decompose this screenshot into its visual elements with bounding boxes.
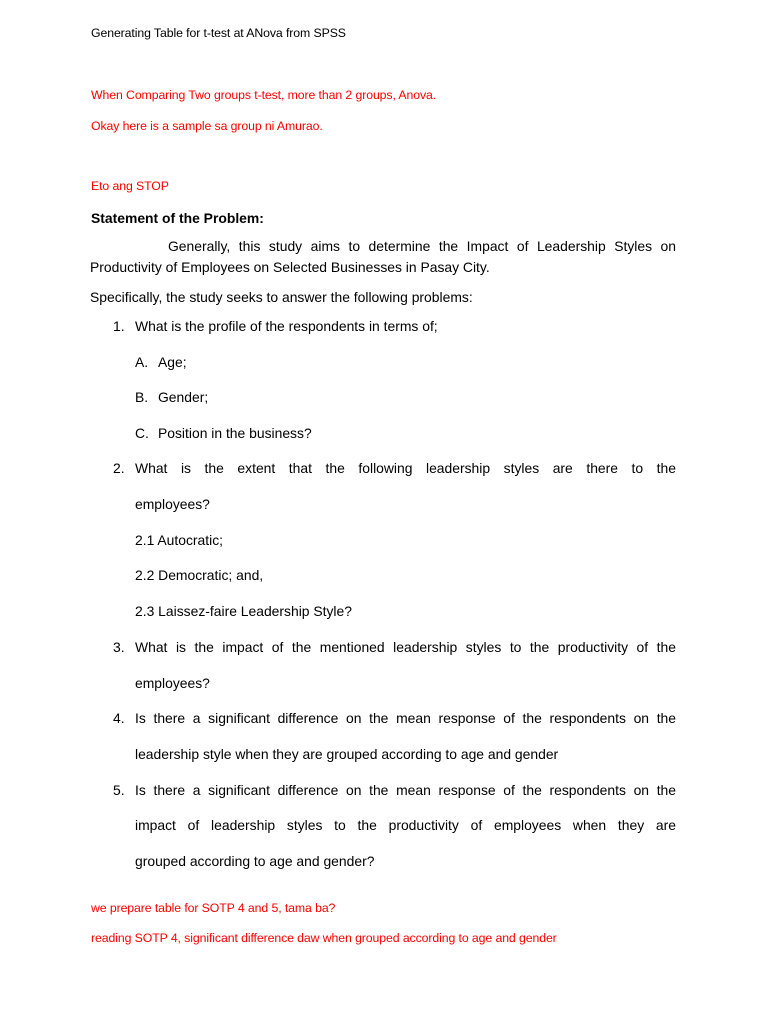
note-prepare-table: we prepare table for SOTP 4 and 5, tama ba? — [91, 901, 336, 915]
problem-1-text: What is the profile of the respondents in terms of; — [135, 318, 438, 334]
sub-c-letter: C. — [135, 425, 149, 441]
problem-5-line-2: impact of leadership styles to the productivity of employees when they are — [135, 817, 676, 833]
sub-b-letter: B. — [135, 389, 149, 405]
problem-5-line-1: Is there a significant difference on the mean response of the respondents on the — [135, 782, 676, 798]
problem-5-number: 5. — [113, 782, 125, 798]
problem-1-number: 1. — [113, 318, 125, 334]
note-sample: Okay here is a sample sa group ni Amurao. — [91, 119, 323, 133]
problem-3-line-1: What is the impact of the mentioned leadership styles to the productivity of the — [135, 639, 676, 655]
document-header: Generating Table for t-test at ANova from SPSS — [91, 26, 346, 40]
sub-2-1: 2.1 Autocratic; — [135, 532, 224, 548]
note-reading-sotp: reading SOTP 4, significant difference daw when grouped according to age and gender — [91, 931, 557, 945]
problem-3-number: 3. — [113, 639, 125, 655]
problem-4-line-1: Is there a significant difference on the mean response of the respondents on the — [135, 710, 676, 726]
sub-2-2: 2.2 Democratic; and, — [135, 567, 264, 583]
specifically-line: Specifically, the study seeks to answer the following problems: — [90, 289, 473, 305]
problem-4-number: 4. — [113, 710, 125, 726]
sub-a-letter: A. — [135, 354, 149, 370]
section-title: Statement of the Problem: — [91, 210, 264, 226]
problem-2-line-2: employees? — [135, 496, 210, 512]
intro-line-1: Generally, this study aims to determine the Impact of Leadership Styles on — [168, 238, 676, 254]
problem-4-line-2: leadership style when they are grouped according to age and gender — [135, 746, 559, 762]
note-stop: Eto ang STOP — [91, 179, 169, 193]
problem-5-line-3: grouped according to age and gender? — [135, 853, 375, 869]
problem-3-line-2: employees? — [135, 675, 210, 691]
problem-2-line-1: What is the extent that the following leadership styles are there to the — [135, 460, 676, 476]
sub-2-3: 2.3 Laissez-faire Leadership Style? — [135, 603, 352, 619]
sub-a-text: Age; — [158, 354, 187, 370]
sub-b-text: Gender; — [158, 389, 209, 405]
intro-line-2: Productivity of Employees on Selected Businesses in Pasay City. — [90, 259, 490, 275]
sub-c-text: Position in the business? — [158, 425, 312, 441]
problem-2-number: 2. — [113, 460, 125, 476]
note-comparison: When Comparing Two groups t-test, more than 2 groups, Anova. — [91, 88, 437, 102]
